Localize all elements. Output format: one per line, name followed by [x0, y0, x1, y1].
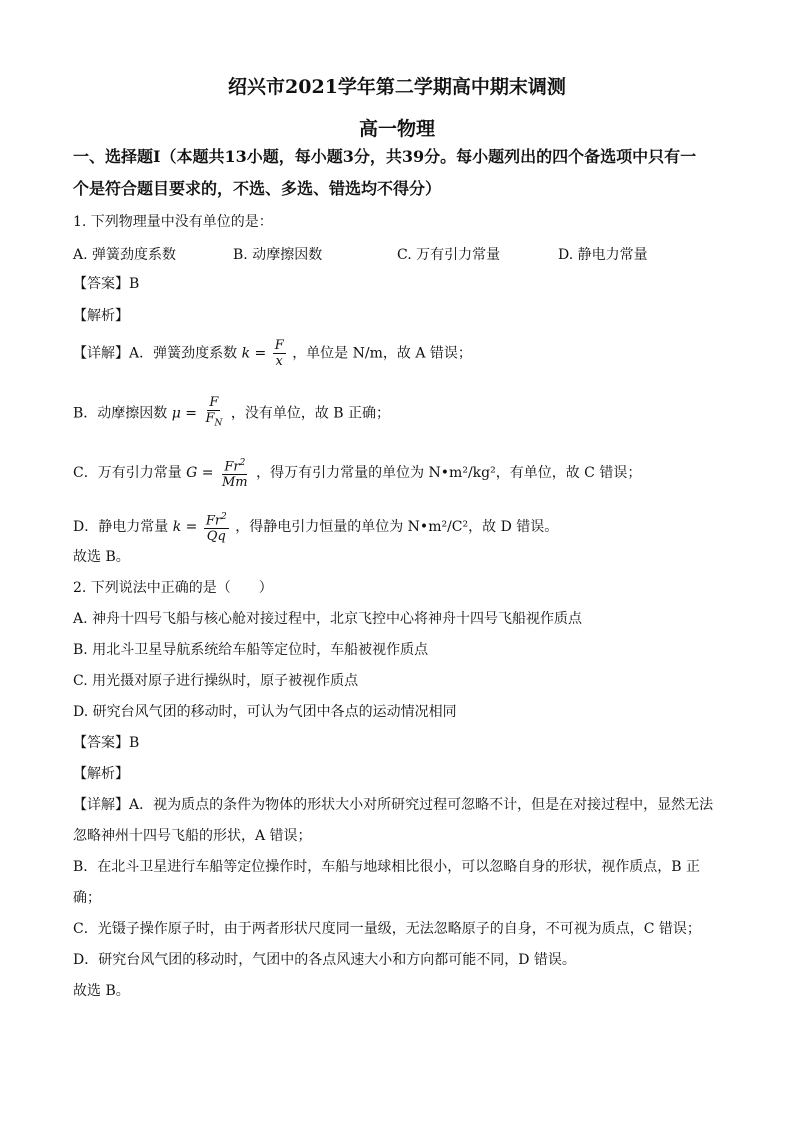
detail-text: ，得静电引力恒量的单位为 N•m²/C²，故 D 错误。: [235, 519, 559, 536]
formula-lhs: μ =: [171, 405, 198, 422]
q2-conclusion: 故选 B。: [73, 983, 130, 999]
q1-option-d: D. 静电力常量: [558, 247, 648, 263]
q2-option-c: C. 用光摄对原子进行操纵时，原子被视作质点: [73, 673, 359, 689]
formula-numerator: F: [274, 338, 284, 353]
q1-answer: 【答案】B: [73, 276, 140, 292]
q1-detail-a: [73, 338, 472, 369]
q1-option-b: B. 动摩擦因数: [233, 247, 323, 263]
q1-option-a: A. 弹簧劲度系数: [73, 247, 177, 263]
detail-text: ，单位是 N/m，故 A 错误；: [292, 345, 472, 362]
q2-answer: 【答案】B: [73, 735, 140, 751]
formula-fraction: [204, 510, 229, 544]
q2-stem: 2. 下列说法中正确的是（ ）: [73, 580, 273, 596]
q1-detail-d: [73, 510, 558, 544]
formula-fraction: [203, 395, 224, 432]
formula-lhs: k =: [241, 345, 267, 362]
formula-lhs: k =: [172, 519, 198, 536]
exam-title: 绍兴市2021学年第二学期高中期末调测: [228, 76, 566, 98]
detail-text: C．万有引力常量: [73, 465, 182, 482]
detail-text: D．静电力常量: [73, 519, 169, 536]
formula-numerator: Fr$^2$: [224, 458, 246, 475]
q1-option-c: C. 万有引力常量: [397, 247, 501, 263]
detail-text: 【详解】A．弹簧劲度系数: [73, 345, 238, 362]
detail-text: ，得万有引力常量的单位为 N•m²/kg²，有单位，故 C 错误；: [256, 465, 642, 482]
formula-lhs: G =: [186, 465, 214, 482]
q2-detail-line: B．在北斗卫星进行车船等定位操作时，车船与地球相比很小，可以忽略自身的形状，视作质点，B 正: [73, 859, 701, 875]
q1-conclusion: 故选 B。: [73, 549, 130, 565]
formula-denominator: x: [275, 354, 283, 369]
exam-subtitle: 高一物理: [358, 118, 435, 140]
q1-stem: 1. 下列物理量中没有单位的是：: [73, 214, 273, 230]
q2-detail-line: C．光镊子操作原子时，由于两者形状尺度同一量级，无法忽略原子的自身，不可视为质点，C 错误；: [73, 921, 701, 937]
q2-option-d: D. 研究台风气团的移动时，可认为气团中各点的运动情况相同: [73, 704, 457, 720]
q2-detail-line: 忽略神州十四号飞船的形状，A 错误；: [73, 828, 312, 844]
formula-fraction: [220, 456, 250, 490]
q2-detail-line: D．研究台风气团的移动时，气团中的各点风速大小和方向都可能不同，D 错误。: [73, 952, 576, 968]
q2-detail-line: 【详解】A．视为质点的条件为物体的形状大小对所研究过程可忽略不计，但是在对接过程中，显然无法: [73, 797, 714, 813]
formula-denominator: $F_N$: [205, 411, 223, 429]
formula-denominator: Qq: [206, 529, 226, 545]
formula-numerator: Fr$^2$: [205, 512, 227, 529]
q2-detail-line: 确；: [73, 890, 101, 906]
q2-option-b: B. 用北斗卫星导航系统给车船等定位时，车船被视作质点: [73, 642, 429, 658]
section-heading-cont: 个是符合题目要求的，不选、多选、错选均不得分）: [73, 179, 442, 198]
detail-text: B．动摩擦因数: [73, 405, 168, 422]
formula-numerator: F: [209, 395, 219, 410]
q1-detail-c: [73, 456, 641, 490]
q2-option-a: A. 神舟十四号飞船与核心舱对接过程中，北京飞控中心将神舟十四号飞船视作质点: [73, 611, 583, 627]
q2-analysis-label: 【解析】: [73, 766, 129, 782]
section-heading: 一、选择题Ⅰ（本题共13小题，每小题3分，共39分。每小题列出的四个备选项中只有一: [73, 147, 697, 166]
detail-text: ，没有单位，故 B 正确；: [230, 405, 391, 422]
q1-detail-b: [73, 395, 390, 432]
q1-analysis-label: 【解析】: [73, 308, 129, 324]
formula-denominator: Mm: [222, 475, 248, 491]
formula-fraction: [273, 338, 286, 369]
